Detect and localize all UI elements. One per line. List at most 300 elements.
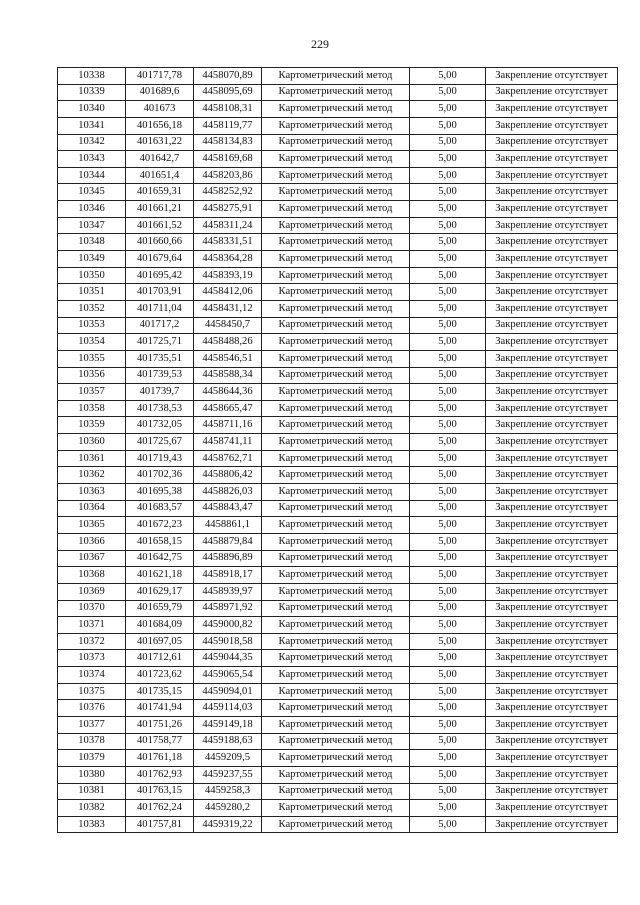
- method-cell: Картометрический метод: [262, 533, 410, 550]
- y-coordinate-cell: 4458711,16: [194, 417, 262, 434]
- x-coordinate-cell: 401739,7: [126, 384, 194, 401]
- y-coordinate-cell: 4458762,71: [194, 450, 262, 467]
- page-number: 229: [311, 37, 329, 51]
- point-number-cell: 10354: [58, 334, 126, 351]
- y-coordinate-cell: 4458588,34: [194, 367, 262, 384]
- y-coordinate-cell: 4459065,54: [194, 667, 262, 684]
- x-coordinate-cell: 401659,31: [126, 184, 194, 201]
- fixation-cell: Закрепление отсутствует: [486, 251, 618, 268]
- x-coordinate-cell: 401762,24: [126, 800, 194, 817]
- y-coordinate-cell: 4459149,18: [194, 716, 262, 733]
- x-coordinate-cell: 401651,4: [126, 167, 194, 184]
- x-coordinate-cell: 401658,15: [126, 533, 194, 550]
- fixation-cell: Закрепление отсутствует: [486, 583, 618, 600]
- accuracy-cell: 5,00: [410, 716, 486, 733]
- point-number-cell: 10382: [58, 800, 126, 817]
- table-row: [58, 317, 618, 334]
- fixation-cell: Закрепление отсутствует: [486, 716, 618, 733]
- y-coordinate-cell: 4458070,89: [194, 68, 262, 85]
- fixation-cell: Закрепление отсутствует: [486, 683, 618, 700]
- accuracy-cell: 5,00: [410, 583, 486, 600]
- table-row: [58, 234, 618, 251]
- method-cell: Картометрический метод: [262, 650, 410, 667]
- point-number-cell: 10352: [58, 300, 126, 317]
- fixation-cell: Закрепление отсутствует: [486, 201, 618, 218]
- table-row: [58, 350, 618, 367]
- x-coordinate-cell: 401703,91: [126, 284, 194, 301]
- x-coordinate-cell: 401672,23: [126, 517, 194, 534]
- method-cell: Картометрический метод: [262, 400, 410, 417]
- method-cell: Картометрический метод: [262, 251, 410, 268]
- point-number-cell: 10350: [58, 267, 126, 284]
- method-cell: Картометрический метод: [262, 434, 410, 451]
- fixation-cell: Закрепление отсутствует: [486, 267, 618, 284]
- accuracy-cell: 5,00: [410, 367, 486, 384]
- method-cell: Картометрический метод: [262, 583, 410, 600]
- table-row: [58, 484, 618, 501]
- fixation-cell: Закрепление отсутствует: [486, 151, 618, 168]
- table-row: [58, 217, 618, 234]
- table-row: [58, 467, 618, 484]
- y-coordinate-cell: 4458393,19: [194, 267, 262, 284]
- accuracy-cell: 5,00: [410, 68, 486, 85]
- y-coordinate-cell: 4458364,28: [194, 251, 262, 268]
- table-row: [58, 334, 618, 351]
- x-coordinate-cell: 401739,53: [126, 367, 194, 384]
- y-coordinate-cell: 4458119,77: [194, 117, 262, 134]
- method-cell: Картометрический метод: [262, 334, 410, 351]
- method-cell: Картометрический метод: [262, 384, 410, 401]
- table-row: [58, 766, 618, 783]
- table-row: [58, 184, 618, 201]
- accuracy-cell: 5,00: [410, 633, 486, 650]
- x-coordinate-cell: 401695,42: [126, 267, 194, 284]
- point-number-cell: 10340: [58, 101, 126, 118]
- x-coordinate-cell: 401660,66: [126, 234, 194, 251]
- x-coordinate-cell: 401642,75: [126, 550, 194, 567]
- x-coordinate-cell: 401661,52: [126, 217, 194, 234]
- fixation-cell: Закрепление отсутствует: [486, 234, 618, 251]
- y-coordinate-cell: 4459114,03: [194, 700, 262, 717]
- fixation-cell: Закрепление отсутствует: [486, 484, 618, 501]
- point-number-cell: 10355: [58, 350, 126, 367]
- fixation-cell: Закрепление отсутствует: [486, 450, 618, 467]
- x-coordinate-cell: 401735,15: [126, 683, 194, 700]
- y-coordinate-cell: 4458275,91: [194, 201, 262, 218]
- method-cell: Картометрический метод: [262, 417, 410, 434]
- point-number-cell: 10349: [58, 251, 126, 268]
- y-coordinate-cell: 4458412,06: [194, 284, 262, 301]
- fixation-cell: Закрепление отсутствует: [486, 650, 618, 667]
- x-coordinate-cell: 401711,04: [126, 300, 194, 317]
- method-cell: Картометрический метод: [262, 633, 410, 650]
- y-coordinate-cell: 4458879,84: [194, 533, 262, 550]
- table-row: [58, 201, 618, 218]
- x-coordinate-cell: 401679,64: [126, 251, 194, 268]
- fixation-cell: Закрепление отсутствует: [486, 167, 618, 184]
- accuracy-cell: 5,00: [410, 267, 486, 284]
- y-coordinate-cell: 4458095,69: [194, 84, 262, 101]
- x-coordinate-cell: 401719,43: [126, 450, 194, 467]
- method-cell: Картометрический метод: [262, 68, 410, 85]
- method-cell: Картометрический метод: [262, 184, 410, 201]
- table-row: [58, 567, 618, 584]
- method-cell: Картометрический метод: [262, 267, 410, 284]
- table-row: [58, 101, 618, 118]
- table-row: [58, 400, 618, 417]
- fixation-cell: Закрепление отсутствует: [486, 700, 618, 717]
- table-row: [58, 500, 618, 517]
- y-coordinate-cell: 4458134,83: [194, 134, 262, 151]
- accuracy-cell: 5,00: [410, 484, 486, 501]
- fixation-cell: Закрепление отсутствует: [486, 84, 618, 101]
- point-number-cell: 10360: [58, 434, 126, 451]
- table-row: [58, 267, 618, 284]
- accuracy-cell: 5,00: [410, 117, 486, 134]
- point-number-cell: 10358: [58, 400, 126, 417]
- point-number-cell: 10366: [58, 533, 126, 550]
- x-coordinate-cell: 401741,94: [126, 700, 194, 717]
- fixation-cell: Закрепление отсутствует: [486, 500, 618, 517]
- method-cell: Картометрический метод: [262, 716, 410, 733]
- fixation-cell: Закрепление отсутствует: [486, 417, 618, 434]
- table-row: [58, 450, 618, 467]
- point-number-cell: 10342: [58, 134, 126, 151]
- fixation-cell: Закрепление отсутствует: [486, 384, 618, 401]
- point-number-cell: 10374: [58, 667, 126, 684]
- method-cell: Картометрический метод: [262, 134, 410, 151]
- point-number-cell: 10364: [58, 500, 126, 517]
- method-cell: Картометрический метод: [262, 617, 410, 634]
- accuracy-cell: 5,00: [410, 766, 486, 783]
- accuracy-cell: 5,00: [410, 600, 486, 617]
- point-number-cell: 10376: [58, 700, 126, 717]
- table-row: [58, 417, 618, 434]
- fixation-cell: Закрепление отсутствует: [486, 517, 618, 534]
- accuracy-cell: 5,00: [410, 134, 486, 151]
- y-coordinate-cell: 4458311,24: [194, 217, 262, 234]
- point-number-cell: 10361: [58, 450, 126, 467]
- table-row: [58, 367, 618, 384]
- x-coordinate-cell: 401683,57: [126, 500, 194, 517]
- x-coordinate-cell: 401695,38: [126, 484, 194, 501]
- y-coordinate-cell: 4458169,68: [194, 151, 262, 168]
- x-coordinate-cell: 401689,6: [126, 84, 194, 101]
- fixation-cell: Закрепление отсутствует: [486, 667, 618, 684]
- y-coordinate-cell: 4458939,97: [194, 583, 262, 600]
- fixation-cell: Закрепление отсутствует: [486, 317, 618, 334]
- y-coordinate-cell: 4459044,35: [194, 650, 262, 667]
- y-coordinate-cell: 4458665,47: [194, 400, 262, 417]
- point-number-cell: 10346: [58, 201, 126, 218]
- method-cell: Картометрический метод: [262, 783, 410, 800]
- method-cell: Картометрический метод: [262, 317, 410, 334]
- accuracy-cell: 5,00: [410, 783, 486, 800]
- y-coordinate-cell: 4459209,5: [194, 750, 262, 767]
- point-number-cell: 10370: [58, 600, 126, 617]
- method-cell: Картометрический метод: [262, 450, 410, 467]
- table-row: [58, 550, 618, 567]
- table-row: [58, 816, 618, 833]
- fixation-cell: Закрепление отсутствует: [486, 816, 618, 833]
- table-row: [58, 800, 618, 817]
- accuracy-cell: 5,00: [410, 334, 486, 351]
- table-row: [58, 683, 618, 700]
- fixation-cell: Закрепление отсутствует: [486, 750, 618, 767]
- accuracy-cell: 5,00: [410, 201, 486, 218]
- accuracy-cell: 5,00: [410, 251, 486, 268]
- y-coordinate-cell: 4458488,26: [194, 334, 262, 351]
- x-coordinate-cell: 401757,81: [126, 816, 194, 833]
- fixation-cell: Закрепление отсутствует: [486, 783, 618, 800]
- accuracy-cell: 5,00: [410, 384, 486, 401]
- accuracy-cell: 5,00: [410, 234, 486, 251]
- table-row: [58, 284, 618, 301]
- x-coordinate-cell: 401621,18: [126, 567, 194, 584]
- y-coordinate-cell: 4458843,47: [194, 500, 262, 517]
- accuracy-cell: 5,00: [410, 500, 486, 517]
- method-cell: Картометрический метод: [262, 500, 410, 517]
- y-coordinate-cell: 4459018,58: [194, 633, 262, 650]
- method-cell: Картометрический метод: [262, 567, 410, 584]
- point-number-cell: 10377: [58, 716, 126, 733]
- accuracy-cell: 5,00: [410, 450, 486, 467]
- table-row: [58, 783, 618, 800]
- point-number-cell: 10341: [58, 117, 126, 134]
- y-coordinate-cell: 4458918,17: [194, 567, 262, 584]
- table-row: [58, 384, 618, 401]
- fixation-cell: Закрепление отсутствует: [486, 367, 618, 384]
- accuracy-cell: 5,00: [410, 750, 486, 767]
- table-row: [58, 434, 618, 451]
- y-coordinate-cell: 4458252,92: [194, 184, 262, 201]
- fixation-cell: Закрепление отсутствует: [486, 434, 618, 451]
- point-number-cell: 10357: [58, 384, 126, 401]
- method-cell: Картометрический метод: [262, 667, 410, 684]
- table-row: [58, 300, 618, 317]
- fixation-cell: Закрепление отсутствует: [486, 567, 618, 584]
- x-coordinate-cell: 401712,61: [126, 650, 194, 667]
- method-cell: Картометрический метод: [262, 683, 410, 700]
- method-cell: Картометрический метод: [262, 101, 410, 118]
- x-coordinate-cell: 401717,78: [126, 68, 194, 85]
- accuracy-cell: 5,00: [410, 733, 486, 750]
- coordinates-table: [57, 67, 618, 833]
- accuracy-cell: 5,00: [410, 417, 486, 434]
- fixation-cell: Закрепление отсутствует: [486, 334, 618, 351]
- method-cell: Картометрический метод: [262, 517, 410, 534]
- fixation-cell: Закрепление отсутствует: [486, 550, 618, 567]
- table-row: [58, 667, 618, 684]
- point-number-cell: 10356: [58, 367, 126, 384]
- method-cell: Картометрический метод: [262, 700, 410, 717]
- point-number-cell: 10343: [58, 151, 126, 168]
- method-cell: Картометрический метод: [262, 300, 410, 317]
- fixation-cell: Закрепление отсутствует: [486, 300, 618, 317]
- fixation-cell: Закрепление отсутствует: [486, 617, 618, 634]
- table-row: [58, 251, 618, 268]
- x-coordinate-cell: 401642,7: [126, 151, 194, 168]
- accuracy-cell: 5,00: [410, 350, 486, 367]
- accuracy-cell: 5,00: [410, 101, 486, 118]
- x-coordinate-cell: 401629,17: [126, 583, 194, 600]
- table-row: [58, 633, 618, 650]
- x-coordinate-cell: 401738,53: [126, 400, 194, 417]
- point-number-cell: 10345: [58, 184, 126, 201]
- accuracy-cell: 5,00: [410, 533, 486, 550]
- accuracy-cell: 5,00: [410, 816, 486, 833]
- accuracy-cell: 5,00: [410, 467, 486, 484]
- accuracy-cell: 5,00: [410, 317, 486, 334]
- table-row: [58, 84, 618, 101]
- x-coordinate-cell: 401751,26: [126, 716, 194, 733]
- y-coordinate-cell: 4459000,82: [194, 617, 262, 634]
- point-number-cell: 10378: [58, 733, 126, 750]
- point-number-cell: 10359: [58, 417, 126, 434]
- x-coordinate-cell: 401725,71: [126, 334, 194, 351]
- x-coordinate-cell: 401661,21: [126, 201, 194, 218]
- x-coordinate-cell: 401702,36: [126, 467, 194, 484]
- method-cell: Картометрический метод: [262, 284, 410, 301]
- table-row: [58, 733, 618, 750]
- y-coordinate-cell: 4458741,11: [194, 434, 262, 451]
- y-coordinate-cell: 4458431,12: [194, 300, 262, 317]
- point-number-cell: 10373: [58, 650, 126, 667]
- x-coordinate-cell: 401656,18: [126, 117, 194, 134]
- table-row: [58, 600, 618, 617]
- x-coordinate-cell: 401763,15: [126, 783, 194, 800]
- x-coordinate-cell: 401631,22: [126, 134, 194, 151]
- y-coordinate-cell: 4459237,55: [194, 766, 262, 783]
- y-coordinate-cell: 4458971,92: [194, 600, 262, 617]
- accuracy-cell: 5,00: [410, 617, 486, 634]
- table-body: [58, 68, 618, 833]
- table-row: [58, 700, 618, 717]
- method-cell: Картометрический метод: [262, 484, 410, 501]
- x-coordinate-cell: 401732,05: [126, 417, 194, 434]
- accuracy-cell: 5,00: [410, 151, 486, 168]
- point-number-cell: 10339: [58, 84, 126, 101]
- fixation-cell: Закрепление отсутствует: [486, 134, 618, 151]
- point-number-cell: 10348: [58, 234, 126, 251]
- table-row: [58, 750, 618, 767]
- accuracy-cell: 5,00: [410, 400, 486, 417]
- fixation-cell: Закрепление отсутствует: [486, 800, 618, 817]
- point-number-cell: 10368: [58, 567, 126, 584]
- x-coordinate-cell: 401659,79: [126, 600, 194, 617]
- accuracy-cell: 5,00: [410, 167, 486, 184]
- x-coordinate-cell: 401673: [126, 101, 194, 118]
- method-cell: Картометрический метод: [262, 84, 410, 101]
- method-cell: Картометрический метод: [262, 151, 410, 168]
- y-coordinate-cell: 4458806,42: [194, 467, 262, 484]
- method-cell: Картометрический метод: [262, 800, 410, 817]
- point-number-cell: 10367: [58, 550, 126, 567]
- accuracy-cell: 5,00: [410, 517, 486, 534]
- point-number-cell: 10362: [58, 467, 126, 484]
- table-row: [58, 68, 618, 85]
- point-number-cell: 10338: [58, 68, 126, 85]
- accuracy-cell: 5,00: [410, 567, 486, 584]
- x-coordinate-cell: 401684,09: [126, 617, 194, 634]
- accuracy-cell: 5,00: [410, 550, 486, 567]
- x-coordinate-cell: 401725,67: [126, 434, 194, 451]
- point-number-cell: 10347: [58, 217, 126, 234]
- fixation-cell: Закрепление отсутствует: [486, 633, 618, 650]
- fixation-cell: Закрепление отсутствует: [486, 117, 618, 134]
- point-number-cell: 10371: [58, 617, 126, 634]
- point-number-cell: 10372: [58, 633, 126, 650]
- y-coordinate-cell: 4459319,22: [194, 816, 262, 833]
- y-coordinate-cell: 4458826,03: [194, 484, 262, 501]
- method-cell: Картометрический метод: [262, 350, 410, 367]
- accuracy-cell: 5,00: [410, 683, 486, 700]
- accuracy-cell: 5,00: [410, 434, 486, 451]
- accuracy-cell: 5,00: [410, 217, 486, 234]
- y-coordinate-cell: 4459258,3: [194, 783, 262, 800]
- point-number-cell: 10381: [58, 783, 126, 800]
- point-number-cell: 10375: [58, 683, 126, 700]
- method-cell: Картометрический метод: [262, 117, 410, 134]
- accuracy-cell: 5,00: [410, 184, 486, 201]
- fixation-cell: Закрепление отсутствует: [486, 284, 618, 301]
- table-row: [58, 134, 618, 151]
- method-cell: Картометрический метод: [262, 816, 410, 833]
- accuracy-cell: 5,00: [410, 284, 486, 301]
- point-number-cell: 10365: [58, 517, 126, 534]
- fixation-cell: Закрепление отсутствует: [486, 101, 618, 118]
- y-coordinate-cell: 4459280,2: [194, 800, 262, 817]
- table-row: [58, 167, 618, 184]
- x-coordinate-cell: 401762,93: [126, 766, 194, 783]
- fixation-cell: Закрепление отсутствует: [486, 217, 618, 234]
- point-number-cell: 10353: [58, 317, 126, 334]
- x-coordinate-cell: 401735,51: [126, 350, 194, 367]
- accuracy-cell: 5,00: [410, 84, 486, 101]
- fixation-cell: Закрепление отсутствует: [486, 68, 618, 85]
- method-cell: Картометрический метод: [262, 766, 410, 783]
- point-number-cell: 10369: [58, 583, 126, 600]
- x-coordinate-cell: 401761,18: [126, 750, 194, 767]
- method-cell: Картометрический метод: [262, 600, 410, 617]
- table-row: [58, 716, 618, 733]
- table-row: [58, 617, 618, 634]
- point-number-cell: 10344: [58, 167, 126, 184]
- fixation-cell: Закрепление отсутствует: [486, 533, 618, 550]
- y-coordinate-cell: 4458861,1: [194, 517, 262, 534]
- method-cell: Картометрический метод: [262, 167, 410, 184]
- fixation-cell: Закрепление отсутствует: [486, 733, 618, 750]
- y-coordinate-cell: 4459188,63: [194, 733, 262, 750]
- y-coordinate-cell: 4458450,7: [194, 317, 262, 334]
- method-cell: Картометрический метод: [262, 201, 410, 218]
- fixation-cell: Закрепление отсутствует: [486, 350, 618, 367]
- y-coordinate-cell: 4458546,51: [194, 350, 262, 367]
- method-cell: Картометрический метод: [262, 750, 410, 767]
- x-coordinate-cell: 401758,77: [126, 733, 194, 750]
- accuracy-cell: 5,00: [410, 700, 486, 717]
- fixation-cell: Закрепление отсутствует: [486, 184, 618, 201]
- fixation-cell: Закрепление отсутствует: [486, 400, 618, 417]
- method-cell: Картометрический метод: [262, 733, 410, 750]
- y-coordinate-cell: 4458203,86: [194, 167, 262, 184]
- table-row: [58, 117, 618, 134]
- x-coordinate-cell: 401717,2: [126, 317, 194, 334]
- method-cell: Картометрический метод: [262, 550, 410, 567]
- fixation-cell: Закрепление отсутствует: [486, 766, 618, 783]
- table-row: [58, 517, 618, 534]
- point-number-cell: 10383: [58, 816, 126, 833]
